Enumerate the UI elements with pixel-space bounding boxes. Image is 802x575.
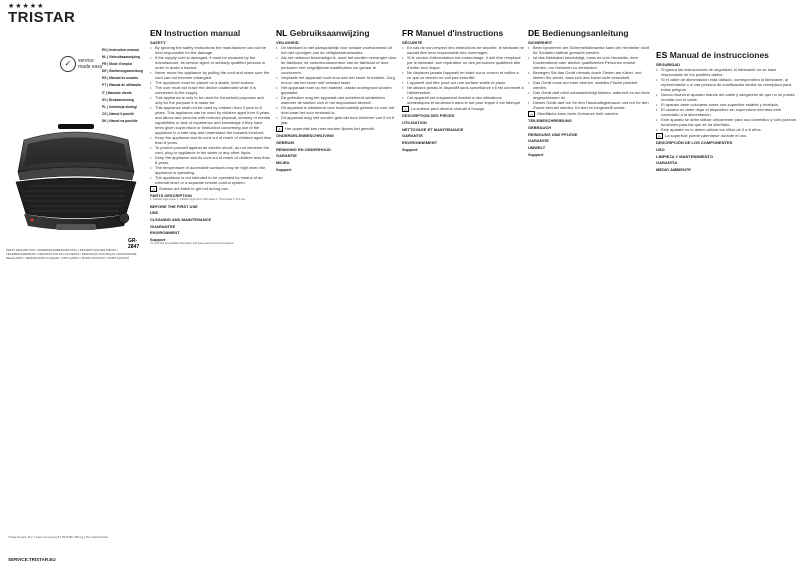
service-icon: ✓	[60, 56, 76, 72]
safety-item: • If the supply cord is damaged, it must be replaced by the manufacturer, its service agent or similarly qualified persons in order to avoid a hazard.	[150, 55, 272, 70]
first-use-heading: BEFORE THE FIRST USE	[150, 203, 198, 209]
safety-item: • Het apparaat moet op een stabiele, vlakke ondergrond worden geplaatst.	[276, 85, 398, 95]
language-item: SK | Návod na použitie	[102, 118, 138, 123]
hot-surface-warning	[276, 126, 398, 132]
safety-item: • Ne déplacez jamais l'appareil en tirant sur le cordon et veillez à ce que ce dernier ne soit pas entortillé.	[402, 70, 524, 80]
parts-list: 1. Indicator light power 2. Indicator light hot 3. Grill plates 4. Thermostat 5. Drip tray	[150, 198, 246, 202]
hot-surface-icon: ⚠	[529, 111, 534, 117]
guarantee-heading: GARANTIE	[276, 153, 297, 159]
language-item: DE | Bedienungsanleitung	[102, 69, 143, 74]
safety-item: • Bewegen Sie das Gerät niemals durch Ziehen am Kabel, und stellen Sie sicher, dass sich das Kabel nicht verwickelt.	[528, 70, 650, 80]
support-heading: Support	[150, 237, 166, 243]
spanish-column	[656, 50, 798, 575]
safety-item: • Das Gerät darf nicht unbeaufsichtigt bleiben, während es am Netz angeschlossen ist.	[528, 90, 650, 100]
safety-item: • En cas de non-respect des instructions de sécurité, le fabricant ne saurait être tenu responsable des dommages.	[402, 45, 524, 55]
use-heading: GEBRAUCH	[528, 124, 552, 130]
language-list	[102, 47, 148, 125]
website-link[interactable]: SERVICE.TRISTAR.EU	[8, 557, 56, 562]
language-item: IT | Manuale utente	[102, 90, 132, 95]
safety-list	[276, 45, 398, 125]
safety-item: • Keep the appliance and its cord out of reach of children aged less than 8 years.	[150, 135, 272, 145]
hot-surface-icon: ⚠	[657, 133, 662, 139]
safety-list	[402, 45, 524, 105]
safety-heading: SICHERHEIT	[528, 39, 553, 45]
safety-item: • El aparato debe colocarse sobre una superficie estable y nivelada.	[656, 102, 798, 107]
safety-item: • Verplaats het apparaat nooit door aan het snoer te trekken. Zorg ervoor dat het snoer niet verward raakt.	[276, 75, 398, 85]
guarantee-heading: GARANTIE	[528, 138, 549, 144]
safety-item: • El usuario no debe dejar el dispositivo sin supervisión mientras esté conectado a la alimentación.	[656, 107, 798, 117]
safety-heading: SÉCURITÉ	[402, 39, 423, 45]
language-code: EN	[150, 28, 162, 38]
grill-lid-inner	[24, 138, 128, 167]
environment-heading: MILIEU	[276, 160, 290, 166]
safety-item: • This appliance shall not be used by children from 0 year to 8 years. This appliance can be used by children aged from 8 years and above and persons with reduced physical, sensory or mental capabilities or lack of experience and knowledge if they have been given supervision or instruction concerning use of the appliance in a safe way and understand the hazards involved.	[150, 105, 272, 135]
parts-heading: DESCRIPCIÓN DE LOS COMPONENTES	[656, 140, 733, 146]
safety-item: • Als het netsnoer beschadigd is, moet het worden vervangen door de fabrikant, de onderhoudsmonteur van de fabrikant of door personen met vergelijkbare kwalificaties om gevaar te voorkomen.	[276, 55, 398, 75]
safety-item: • The temperature of accessible surfaces may be high when the appliance is operating.	[150, 165, 272, 175]
safety-item: • Ist das Netzkabel beschädigt, muss es vom Hersteller, dem Kundendienst oder ähnlich qualifizierten Personen ersetzt werden, um Gefahren zu vermeiden.	[528, 55, 650, 70]
hot-surface-warning	[150, 186, 272, 192]
cleaning-heading: CLEANING AND MAINTENANCE	[150, 216, 212, 222]
parts-fineprint: PARTS DESCRIPTION / ONDERDELENBESCHRIJVING / DESCRIPTION DES PIÈCES / TEILEBESCHREIBUNG / DESCRIPCIÓN DE LAS PIEZAS / DESCRIÇÃO DAS PEÇAS / DESCRIZIONE DELLE PARTI / BESKRIVNING AV DELAR / OPIS CZĘŚCI / POPIS SOUČÁSTÍ / POPIS SÚČASTÍ	[6, 248, 137, 260]
safety-item: • De fabrikant is niet aansprakelijk voor schade voortvloeiend uit het niet opvolgen van de veiligheidsinstructies.	[276, 45, 398, 55]
parts-heading: ONDERDELENBESCHRIJVING	[276, 133, 335, 139]
warning-text: Oberfläche kann beim Gebrauch heiß werden.	[537, 110, 620, 116]
language-item: NL | Gebruiksaanwijzing	[102, 55, 141, 60]
cleaning-heading: REINIGING EN ONDERHOUD	[276, 146, 331, 152]
safety-item: • Never move the appliance by pulling the cord and make sure the cord can not become entangled.	[150, 70, 272, 80]
indicator-light	[31, 219, 34, 222]
safety-item: • The user must not leave the device unattended while it is connected to the supply.	[150, 85, 272, 95]
language-item: PL | Instrukcja obsługi	[102, 104, 138, 109]
english-column	[150, 28, 272, 573]
language-code: NL	[276, 28, 288, 38]
grill-drip-tray	[56, 224, 96, 230]
thermostat-knob	[119, 213, 129, 223]
safety-item: • By ignoring the safety instructions the manufacturer can not be held responsible for the damage.	[150, 45, 272, 55]
service-logo	[60, 56, 104, 76]
dutch-column	[276, 28, 398, 573]
section-heading-nl	[276, 28, 398, 38]
safety-item: • To protect yourself against an electric shock, do not immerse the cord, plug or appliance in the water or any other liquid.	[150, 145, 272, 155]
warning-text: Het oppervlak kan heet worden tijdens het gebruik.	[285, 125, 376, 131]
hot-surface-icon: ⚠	[403, 106, 408, 112]
safety-heading: SEGURIDAD	[656, 61, 681, 67]
language-item: EN | Instruction manual	[102, 48, 139, 52]
safety-list	[656, 67, 798, 132]
language-code: ES	[656, 50, 668, 60]
use-heading: UTILISATION	[402, 119, 427, 125]
hot-surface-icon: ⚠	[277, 126, 282, 132]
support-heading: Support	[528, 151, 544, 157]
environment-heading: ENVIRONNEMENT	[402, 140, 438, 146]
use-heading: USO	[656, 146, 665, 152]
safety-item: • Este aparato no lo deben utilizar los niños de 0 a 8 años.	[656, 127, 798, 132]
parts-heading: PARTS DESCRIPTION	[150, 193, 192, 199]
support-text: You can find all available information and spare parts at service.tristar.eu!	[150, 242, 234, 246]
safety-item: • Dit apparaat mag niet worden gebruikt door kinderen van 0 tot 8 jaar.	[276, 115, 398, 125]
hot-surface-warning	[656, 133, 798, 139]
safety-item: • Beim Ignorieren der Sicherheitshinweise kann der Hersteller nicht für Schäden haftbar gemacht werden.	[528, 45, 650, 55]
safety-item: • Si le cordon d'alimentation est endommagé, il doit être remplacé par le fabricant, son réparateur ou des personnes qualifiées afin d'éviter tout risque.	[402, 55, 524, 70]
safety-item: • Das Gerät muss auf einer ebenen, stabilen Fläche platziert werden.	[528, 80, 650, 90]
use-heading: USE	[150, 210, 159, 216]
environment-heading: MEDIO AMBIENTE	[656, 167, 691, 173]
heading-text: Instruction manual	[164, 28, 241, 38]
language-item: CS | Návod k použití	[102, 111, 134, 116]
section-heading-es	[656, 50, 798, 60]
support-heading: Support	[402, 146, 418, 152]
french-column	[402, 28, 524, 573]
safety-item: • Si el cable de alimentación está dañado, corresponderá al fabricante, al representante o a una persona de cualificación similar su reemplazo para evitar peligros.	[656, 77, 798, 92]
heading-text: Manuel d'instructions	[415, 28, 504, 38]
heading-text: Bedienungsanleitung	[542, 28, 629, 38]
support-heading: Support	[276, 166, 292, 172]
heading-text: Gebruiksaanwijzing	[289, 28, 370, 38]
safety-heading: SAFETY	[150, 39, 166, 45]
environment-heading: UMWELT	[528, 145, 546, 151]
safety-heading: VEILIGHEID	[276, 39, 299, 45]
german-column	[528, 28, 650, 573]
parts-heading: DESCRIPTION DES PIÈCES	[402, 113, 455, 119]
guarantee-heading: GARANTÍA	[656, 160, 678, 166]
service-label: service	[78, 58, 94, 64]
safety-item: • Nunca mueva el aparato tirando del cable y asegúrese de que no se pueda enrollar con el cable.	[656, 92, 798, 102]
grill-handle	[58, 124, 94, 129]
model-number: GR-2847	[128, 238, 140, 250]
hot-surface-icon: ⚠	[151, 186, 156, 192]
cleaning-heading: NETTOYAGE ET MAINTENANCE	[402, 126, 464, 132]
guarantee-heading: GUARANTEE	[150, 223, 176, 229]
cleaning-heading: REINIGUNG UND PFLEGE	[528, 131, 578, 137]
safety-item: • This appliance is only to be used for household purposes and only for the purpose it is made for.	[150, 95, 272, 105]
safety-item: • Este aparato se debe utilizar únicamente para uso doméstico y sólo para las funciones para las que se ha diseñado.	[656, 117, 798, 127]
brand-logo: TRISTAR	[8, 9, 76, 26]
language-item: ES | Manual de usuario	[102, 76, 139, 81]
section-heading-de	[528, 28, 650, 38]
service-sub: made easy	[78, 64, 103, 70]
section-heading-en	[150, 28, 272, 38]
environment-heading: ENVIRONMENT	[150, 230, 180, 236]
section-heading-fr	[402, 28, 524, 38]
safety-item: • Keep the appliance and its cord out of reach of children less than 8 years.	[150, 155, 272, 165]
safety-item: • The appliance must be placed on a stable, level surface.	[150, 80, 272, 85]
safety-item: • Si ignora las instrucciones de seguridad, el fabricante no se hace responsable de los posibles daños.	[656, 67, 798, 77]
safety-list	[150, 45, 272, 185]
parts-heading: TEILEBESCHREIBUNG	[528, 118, 572, 124]
language-code: FR	[402, 28, 414, 38]
contact-grill-illustration	[6, 122, 144, 238]
hot-surface-warning	[402, 106, 524, 112]
heading-text: Manual de instrucciones	[669, 50, 769, 60]
company-address: Tristar Europe B.V. | Jules Verneweg 87 5015 BH Tilburg | The Netherlands	[8, 535, 108, 539]
warning-text: Surface are liable to get hot during use.	[159, 185, 229, 191]
language-item: SV | Bruksanvisning	[102, 97, 134, 102]
language-code: DE	[528, 28, 540, 38]
guarantee-heading: GARANTIE	[402, 133, 423, 139]
warning-text: La surface peut devenir chaude à l'usage.	[411, 105, 486, 111]
cleaning-heading: LIMPIEZA Y MANTENIMIENTO	[656, 153, 713, 159]
warning-text: La superficie puede calentarse durante el uso.	[665, 132, 748, 138]
brand-block	[8, 2, 88, 25]
language-item: FR | Mode d'emploi	[102, 62, 133, 67]
safety-item: • Dit apparaat is uitsluitend voor huishoudelijk gebruik en voor het doel waar het voor bestemd is.	[276, 105, 398, 115]
safety-item: • Ne laissez jamais le dispositif sans surveillance s'il est connecté à l'alimentation.	[402, 85, 524, 95]
hot-surface-warning	[528, 111, 650, 117]
safety-item: • Dieses Gerät darf nur für den Haushaltsgebrauch und nur für den Zweck benutzt werden, für den es hergestellt wurde.	[528, 100, 650, 110]
grill-bottom-plate	[16, 178, 136, 218]
safety-item: • The appliance is not intended to be operated by means of an external timer or a separate remote-control system.	[150, 175, 272, 185]
cover-column	[0, 0, 148, 575]
safety-item: • L'appareil doit être posé sur une surface stable et plane.	[402, 80, 524, 85]
use-heading: GEBRUIK	[276, 139, 295, 145]
safety-item: • De gebruiker mag het apparaat niet onbeheerd achterlaten wanneer de stekker zich in het stopcontact bevindt.	[276, 95, 398, 105]
safety-item: • Cet appareil est uniquement destiné à des utilisations domestiques et seulement dans le but pour lequel il est fabriqué.	[402, 95, 524, 105]
safety-list	[528, 45, 650, 110]
language-item: PT | Manual de utilização	[102, 83, 142, 88]
rating-stars: ★★★★★	[8, 3, 45, 10]
